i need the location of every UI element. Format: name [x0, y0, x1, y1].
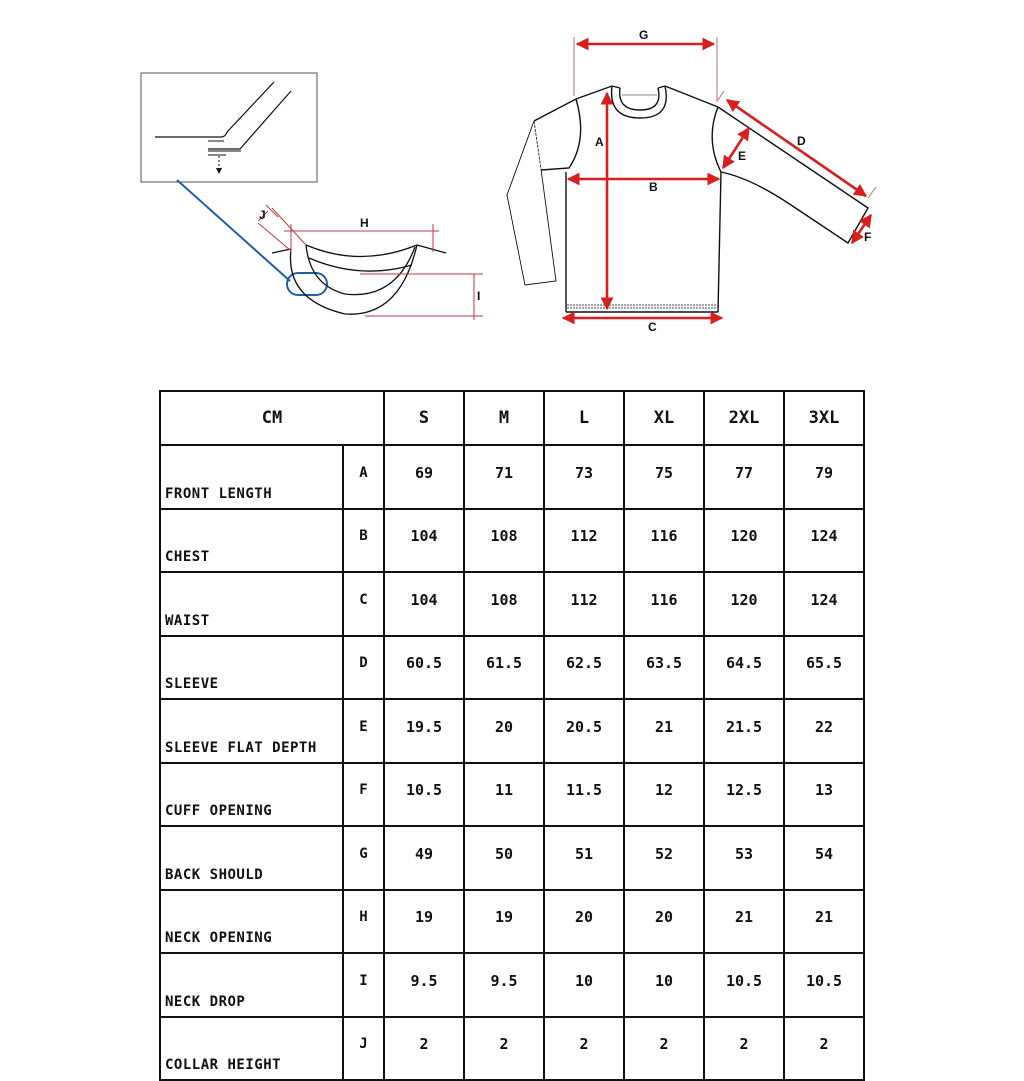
value-xl: 20 — [624, 890, 704, 954]
value-xl: 2 — [624, 1017, 704, 1081]
measurement-code: J — [343, 1017, 384, 1081]
size-chart-table — [159, 390, 865, 1081]
measurement-name: BACK SHOULD — [160, 826, 343, 890]
value-3xl: 65.5 — [784, 636, 864, 700]
value-s: 9.5 — [384, 953, 464, 1017]
value-2xl: 120 — [704, 572, 784, 636]
value-2xl: 21 — [704, 890, 784, 954]
value-xl: 12 — [624, 763, 704, 827]
value-m: 9.5 — [464, 953, 544, 1017]
label-d: D — [797, 134, 806, 148]
measurement-code: E — [343, 699, 384, 763]
value-s: 49 — [384, 826, 464, 890]
size-header-l: L — [544, 391, 624, 445]
value-3xl: 124 — [784, 509, 864, 573]
measurement-name: COLLAR HEIGHT — [160, 1017, 343, 1081]
size-header-3xl: 3XL — [784, 391, 864, 445]
value-m: 50 — [464, 826, 544, 890]
value-3xl: 10.5 — [784, 953, 864, 1017]
value-xl: 116 — [624, 572, 704, 636]
value-s: 19 — [384, 890, 464, 954]
value-xl: 52 — [624, 826, 704, 890]
value-m: 2 — [464, 1017, 544, 1081]
size-header-m: M — [464, 391, 544, 445]
label-g: G — [639, 28, 649, 42]
value-l: 11.5 — [544, 763, 624, 827]
measurement-diagram — [0, 0, 1024, 370]
measurement-code: G — [343, 826, 384, 890]
value-l: 10 — [544, 953, 624, 1017]
table-row — [160, 890, 864, 954]
value-l: 62.5 — [544, 636, 624, 700]
collar-measure-lines — [258, 205, 483, 320]
measurement-code: I — [343, 953, 384, 1017]
value-3xl: 22 — [784, 699, 864, 763]
value-3xl: 13 — [784, 763, 864, 827]
value-2xl: 77 — [704, 445, 784, 509]
value-xl: 10 — [624, 953, 704, 1017]
value-m: 20 — [464, 699, 544, 763]
table-row — [160, 826, 864, 890]
value-s: 104 — [384, 509, 464, 573]
value-2xl: 21.5 — [704, 699, 784, 763]
label-c: C — [648, 320, 657, 334]
label-j: J — [259, 208, 266, 222]
value-2xl: 120 — [704, 509, 784, 573]
value-l: 20.5 — [544, 699, 624, 763]
value-s: 2 — [384, 1017, 464, 1081]
measurement-name: FRONT LENGTH — [160, 445, 343, 509]
measurement-name: CUFF OPENING — [160, 763, 343, 827]
measurement-name: SLEEVE FLAT DEPTH — [160, 699, 343, 763]
callout-connector — [177, 180, 327, 295]
table-row — [160, 509, 864, 573]
size-header-xl: XL — [624, 391, 704, 445]
value-3xl: 54 — [784, 826, 864, 890]
table-row — [160, 763, 864, 827]
shirt-outline — [507, 86, 868, 312]
value-3xl: 79 — [784, 445, 864, 509]
table-row — [160, 572, 864, 636]
diagram-svg — [0, 0, 1024, 370]
value-s: 10.5 — [384, 763, 464, 827]
label-i: I — [477, 289, 481, 303]
value-l: 20 — [544, 890, 624, 954]
label-e: E — [738, 149, 747, 163]
value-m: 11 — [464, 763, 544, 827]
measurement-code: D — [343, 636, 384, 700]
size-header-s: S — [384, 391, 464, 445]
measurement-code: B — [343, 509, 384, 573]
value-3xl: 2 — [784, 1017, 864, 1081]
measurement-name: SLEEVE — [160, 636, 343, 700]
measurement-code: H — [343, 890, 384, 954]
measurement-name: NECK DROP — [160, 953, 343, 1017]
value-2xl: 10.5 — [704, 953, 784, 1017]
size-header-2xl: 2XL — [704, 391, 784, 445]
label-a: A — [595, 135, 604, 149]
value-m: 108 — [464, 572, 544, 636]
value-m: 71 — [464, 445, 544, 509]
value-s: 19.5 — [384, 699, 464, 763]
measurement-name: WAIST — [160, 572, 343, 636]
measurement-code: A — [343, 445, 384, 509]
value-3xl: 124 — [784, 572, 864, 636]
table-row — [160, 445, 864, 509]
value-m: 108 — [464, 509, 544, 573]
value-l: 112 — [544, 509, 624, 573]
label-f: F — [864, 230, 872, 244]
value-2xl: 2 — [704, 1017, 784, 1081]
table-row — [160, 1017, 864, 1081]
value-m: 19 — [464, 890, 544, 954]
measurement-code: F — [343, 763, 384, 827]
value-l: 51 — [544, 826, 624, 890]
value-2xl: 64.5 — [704, 636, 784, 700]
value-xl: 75 — [624, 445, 704, 509]
value-s: 60.5 — [384, 636, 464, 700]
value-xl: 116 — [624, 509, 704, 573]
shirt-guide-lines — [574, 37, 876, 198]
value-l: 2 — [544, 1017, 624, 1081]
measurement-name: CHEST — [160, 509, 343, 573]
value-2xl: 53 — [704, 826, 784, 890]
unit-header: CM — [160, 391, 384, 445]
value-s: 69 — [384, 445, 464, 509]
table-row — [160, 699, 864, 763]
label-h: H — [360, 216, 369, 230]
header-row — [160, 391, 864, 445]
value-l: 112 — [544, 572, 624, 636]
table-row — [160, 636, 864, 700]
value-xl: 63.5 — [624, 636, 704, 700]
value-2xl: 12.5 — [704, 763, 784, 827]
collar-seam-detail-inset — [141, 73, 317, 182]
value-l: 73 — [544, 445, 624, 509]
collar-cross-section — [272, 245, 446, 314]
label-b: B — [649, 180, 658, 194]
value-s: 104 — [384, 572, 464, 636]
value-3xl: 21 — [784, 890, 864, 954]
measurement-name: NECK OPENING — [160, 890, 343, 954]
value-xl: 21 — [624, 699, 704, 763]
value-m: 61.5 — [464, 636, 544, 700]
table-row — [160, 953, 864, 1017]
measurement-code: C — [343, 572, 384, 636]
